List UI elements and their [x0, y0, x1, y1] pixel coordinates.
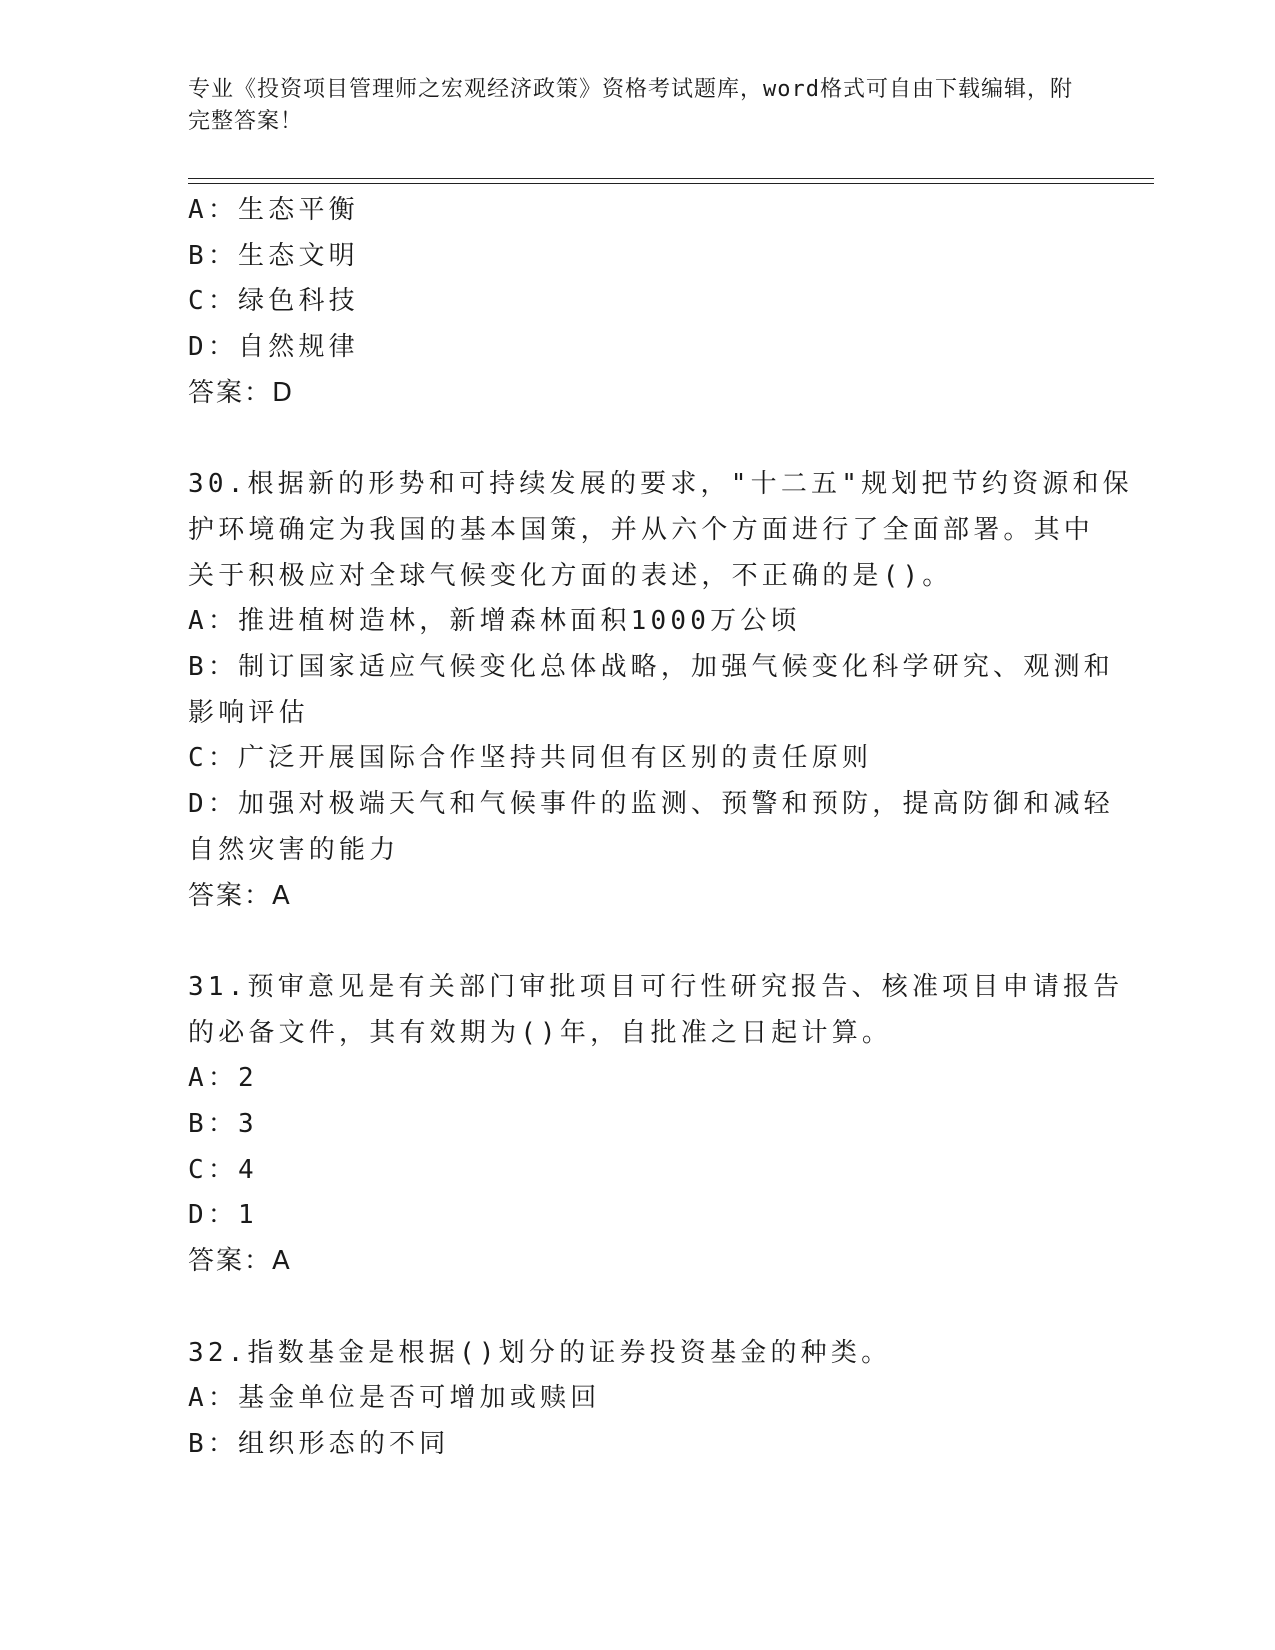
question-text-line: 30.根据新的形势和可持续发展的要求，"十二五"规划把节约资源和保 [188, 469, 1133, 500]
spacer [188, 919, 1088, 965]
option-b: B：3 [188, 1109, 258, 1140]
option-a: A：基金单位是否可增加或赎回 [188, 1383, 601, 1414]
question-text-line: 31.预审意见是有关部门审批项目可行性研究报告、核准项目申请报告 [188, 971, 1124, 1002]
answer-line: 答案：A [188, 1246, 292, 1277]
answer-line: 答案：A [188, 880, 292, 911]
question-32 [188, 1331, 1088, 1468]
option-c: C：绿色科技 [188, 286, 359, 317]
option-a: A：推进植树造林，新增森林面积1000万公顷 [188, 606, 801, 637]
question-29 [188, 188, 1088, 417]
spacer [188, 417, 1088, 463]
question-content [188, 188, 1133, 1468]
answer-line: 答案：D [188, 377, 295, 408]
option-b: B：组织形态的不同 [188, 1428, 450, 1459]
option-c: C：4 [188, 1154, 258, 1185]
option-d: D：1 [188, 1200, 258, 1231]
option-d: D：加强对极端天气和气候事件的监测、预警和预防，提高防御和减轻 [188, 789, 1114, 820]
question-31 [188, 965, 1124, 1285]
question-text-line: 关于积极应对全球气候变化方面的表述，不正确的是()。 [188, 560, 953, 591]
spacer [188, 1285, 1088, 1331]
question-text-line: 护环境确定为我国的基本国策，并从六个方面进行了全面部署。其中 [188, 514, 1095, 545]
option-c: C：广泛开展国际合作坚持共同但有区别的责任原则 [188, 743, 873, 774]
question-30 [188, 462, 1133, 919]
option-d: D：自然规律 [188, 332, 359, 363]
option-a: A：2 [188, 1063, 258, 1094]
option-b-continued: 影响评估 [188, 697, 309, 728]
question-text-line: 32.指数基金是根据()划分的证券投资基金的种类。 [188, 1337, 892, 1368]
question-text-line: 的必备文件，其有效期为()年，自批准之日起计算。 [188, 1017, 893, 1048]
header-rule-top [188, 178, 1154, 179]
option-d-continued: 自然灾害的能力 [188, 834, 400, 865]
header-rule-bottom [188, 183, 1154, 184]
option-b: B：制订国家适应气候变化总体战略，加强气候变化科学研究、观测和 [188, 652, 1114, 683]
option-b: B：生态文明 [188, 240, 359, 271]
document-header: 专业《投资项目管理师之宏观经济政策》资格考试题库，word格式可自由下载编辑，附完整答案！ [188, 77, 1073, 134]
option-a: A：生态平衡 [188, 195, 359, 225]
